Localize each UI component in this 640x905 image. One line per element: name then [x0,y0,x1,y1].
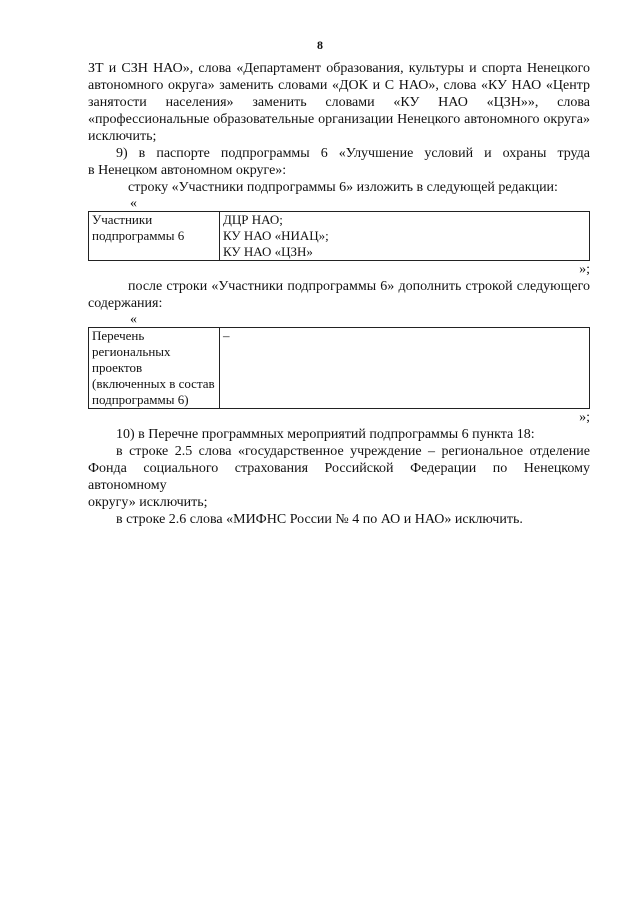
quote-open: « [130,312,137,327]
text-line: занятости населения» заменить словами «КУ НАО «ЦЗН»», слова [88,95,590,110]
text-line: в строке 2.6 слова «МИФНС России № 4 по АО и НАО» исключить. [116,512,523,527]
item-10 [88,426,590,528]
cell-text: региональных [92,344,171,359]
cell-text: подпрограммы 6) [92,392,189,407]
text-line: строку «Участники подпрограммы 6» изложить в следующей редакции: [128,180,558,195]
text-line: после строки «Участники подпрограммы 6» дополнить строкой следующего [128,279,590,294]
table-row [89,328,590,409]
cell-text: КУ НАО «НИАЦ»; [223,228,329,243]
table-row [89,212,590,261]
table-cell-label [89,212,220,261]
text-line: 10) в Перечне программных мероприятий подпрограммы 6 пункта 18: [116,427,535,442]
page-number: 8 [317,38,323,52]
table-cell-value [220,212,590,261]
text-line: в строке 2.5 слова «государственное учреждение – региональное отделение [116,444,590,459]
regional-projects-table [88,327,590,409]
quote-open: « [130,196,137,211]
cell-text: проектов [92,360,143,375]
text-line: Фонда социального страхования Российской Федерации по Ненецкому автономному [88,461,590,493]
item-9 [88,145,590,196]
paragraph-continuation [88,60,590,145]
cell-text: КУ НАО «ЦЗН» [223,244,313,259]
text-line: в Ненецком автономном округе»: [88,163,287,178]
text-line: исключить; [88,129,157,144]
cell-text: (включенных в состав [92,376,215,391]
table-cell-value [220,328,590,409]
cell-text: ДЦР НАО; [223,212,283,227]
participants-table [88,211,590,261]
text-line: округу» исключить; [88,495,208,510]
text-line: содержания: [88,296,163,311]
quote-close: »; [579,410,590,425]
text-line: ЗТ и СЗН НАО», слова «Департамент образования, культуры и спорта Ненецкого [88,61,590,76]
cell-text: Перечень [92,328,145,343]
text-line: «профессиональные образовательные организации Ненецкого автономного округа» [88,112,590,127]
after-table-1 [88,278,590,312]
text-line: 9) в паспорте подпрограммы 6 «Улучшение условий и охраны труда [116,146,590,161]
quote-close: »; [579,262,590,277]
text-line: автономного округа» заменить словами «ДОК и С НАО», слова «КУ НАО «Центр [88,78,590,93]
cell-text: подпрограммы 6 [92,228,185,243]
cell-text: – [223,328,230,343]
document-body [88,60,590,528]
cell-text: Участники [92,212,153,227]
table-cell-label [89,328,220,409]
